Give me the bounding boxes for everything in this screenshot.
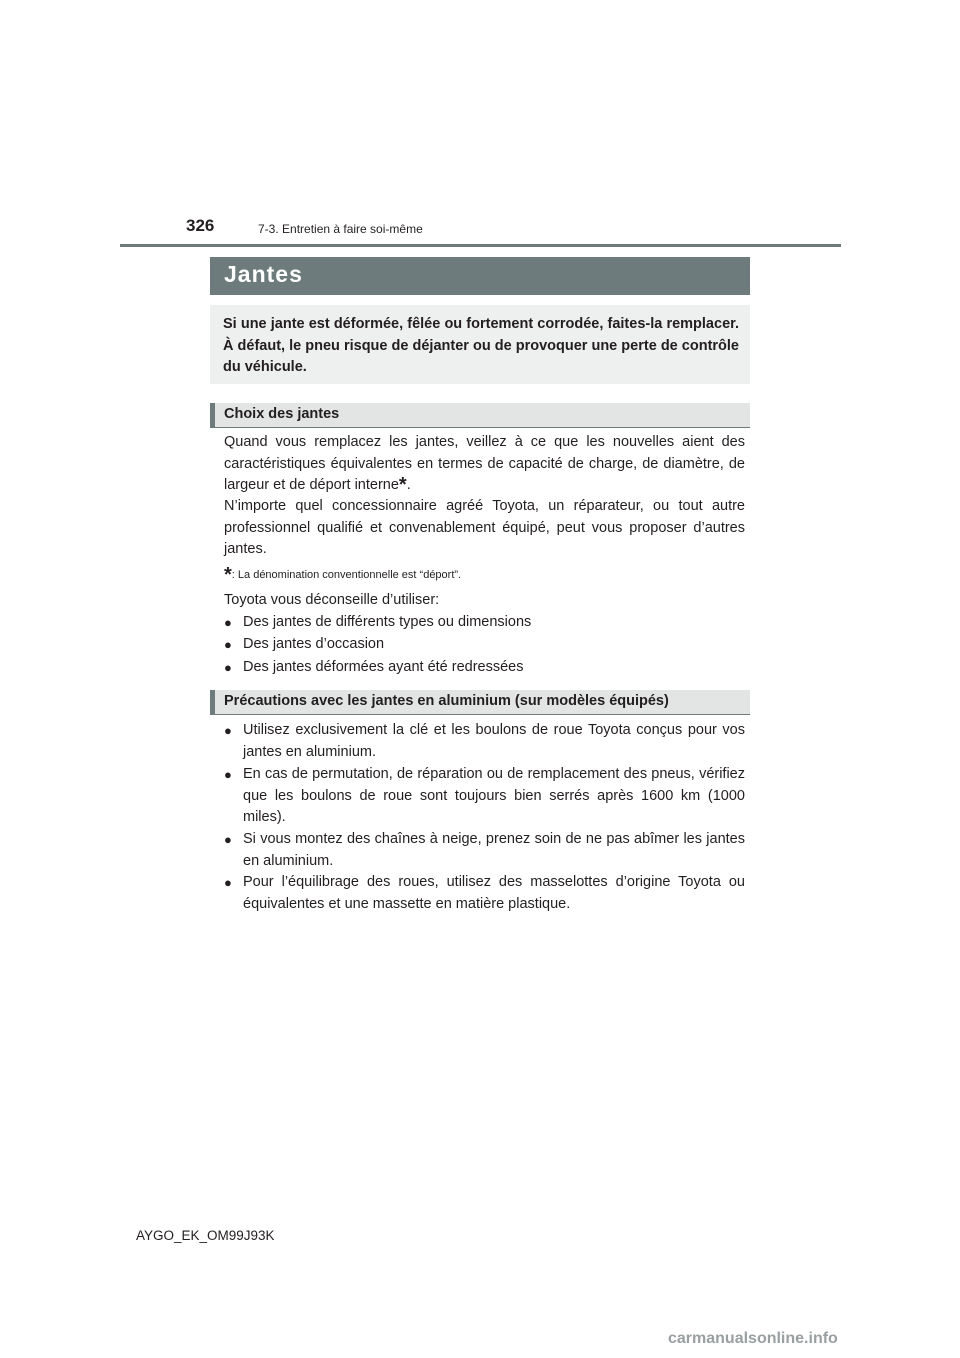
list-item (224, 657, 745, 679)
bullet-icon: ● (224, 767, 232, 782)
footnote-star: * (224, 564, 232, 586)
list-item (224, 872, 745, 915)
page-number: 326 (186, 216, 215, 235)
chapter-label: 7-3. Entretien à faire soi-même (258, 222, 423, 236)
dealer-paragraph: N’importe quel concessionnaire agréé Toyota, un réparateur, ou tout autre professionnel qualifié et convenablement équipé, peut vous proposer d’autres jantes. (224, 498, 745, 557)
choix-paragraph-end: . (406, 477, 411, 493)
intro-text: Si une jante est déformée, fêlée ou fortement corrodée, faites-la remplacer. À défaut, le pneu risque de déjanter ou de provoquer une perte de contrôle du véhicule. (223, 316, 739, 375)
site-watermark: carmanualsonline.info (668, 1330, 838, 1347)
footnote-text: : La dénomination conventionnelle est “déport”. (231, 569, 462, 581)
subheading-precautions (210, 690, 750, 715)
list-item (224, 764, 745, 829)
intro-box (210, 305, 750, 384)
list-item-text: Des jantes de différents types ou dimensions (243, 614, 532, 630)
list-item-text: Si vous montez des chaînes à neige, prenez soin de ne pas abîmer les jantes en aluminium. (243, 831, 745, 869)
list-item (224, 612, 745, 634)
subheading-choix (210, 403, 750, 428)
list-item-text: Des jantes déformées ayant été redressées (243, 659, 524, 675)
footnote (224, 564, 461, 587)
choix-paragraph (224, 432, 745, 497)
list-item-text: Pour l’équilibrage des roues, utilisez des masselottes d’origine Toyota ou équivalentes et une massette en matière plastique. (243, 874, 745, 912)
bullet-icon: ● (224, 660, 232, 675)
advice-lead: Toyota vous déconseille d’utiliser: (224, 592, 440, 608)
bullet-icon: ● (224, 615, 232, 630)
document-code: AYGO_EK_OM99J93K (136, 1228, 275, 1243)
title-banner (210, 257, 750, 295)
footnote-marker: * (398, 474, 407, 496)
bullet-icon: ● (224, 832, 232, 847)
list-item-text: En cas de permutation, de réparation ou de remplacement des pneus, vérifiez que les boulons de roue sont toujours bien serrés après 1600 km (1000 miles). (243, 766, 745, 825)
subheading-accent (210, 403, 215, 428)
bullet-icon: ● (224, 723, 232, 738)
choix-paragraph-text: Quand vous remplacez les jantes, veillez à ce que les nouvelles aient des caractéristiques équivalentes en termes de capacité de charge, de diamètre, de largeur et de déport interne (224, 434, 745, 493)
bullet-icon: ● (224, 875, 232, 890)
list-item-text: Des jantes d’occasion (243, 636, 385, 652)
header-divider (120, 244, 841, 247)
bullet-icon: ● (224, 637, 232, 652)
subheading-accent (210, 690, 215, 715)
subheading-choix-label: Choix des jantes (224, 406, 340, 422)
list-item-text: Utilisez exclusivement la clé et les boulons de roue Toyota conçus pour vos jantes en aluminium. (243, 722, 745, 760)
list-item (224, 720, 745, 763)
page-title: Jantes (224, 261, 303, 287)
subheading-precautions-label: Précautions avec les jantes en aluminium (sur modèles équipés) (224, 693, 669, 709)
list-item (224, 634, 745, 656)
list-item (224, 829, 745, 872)
